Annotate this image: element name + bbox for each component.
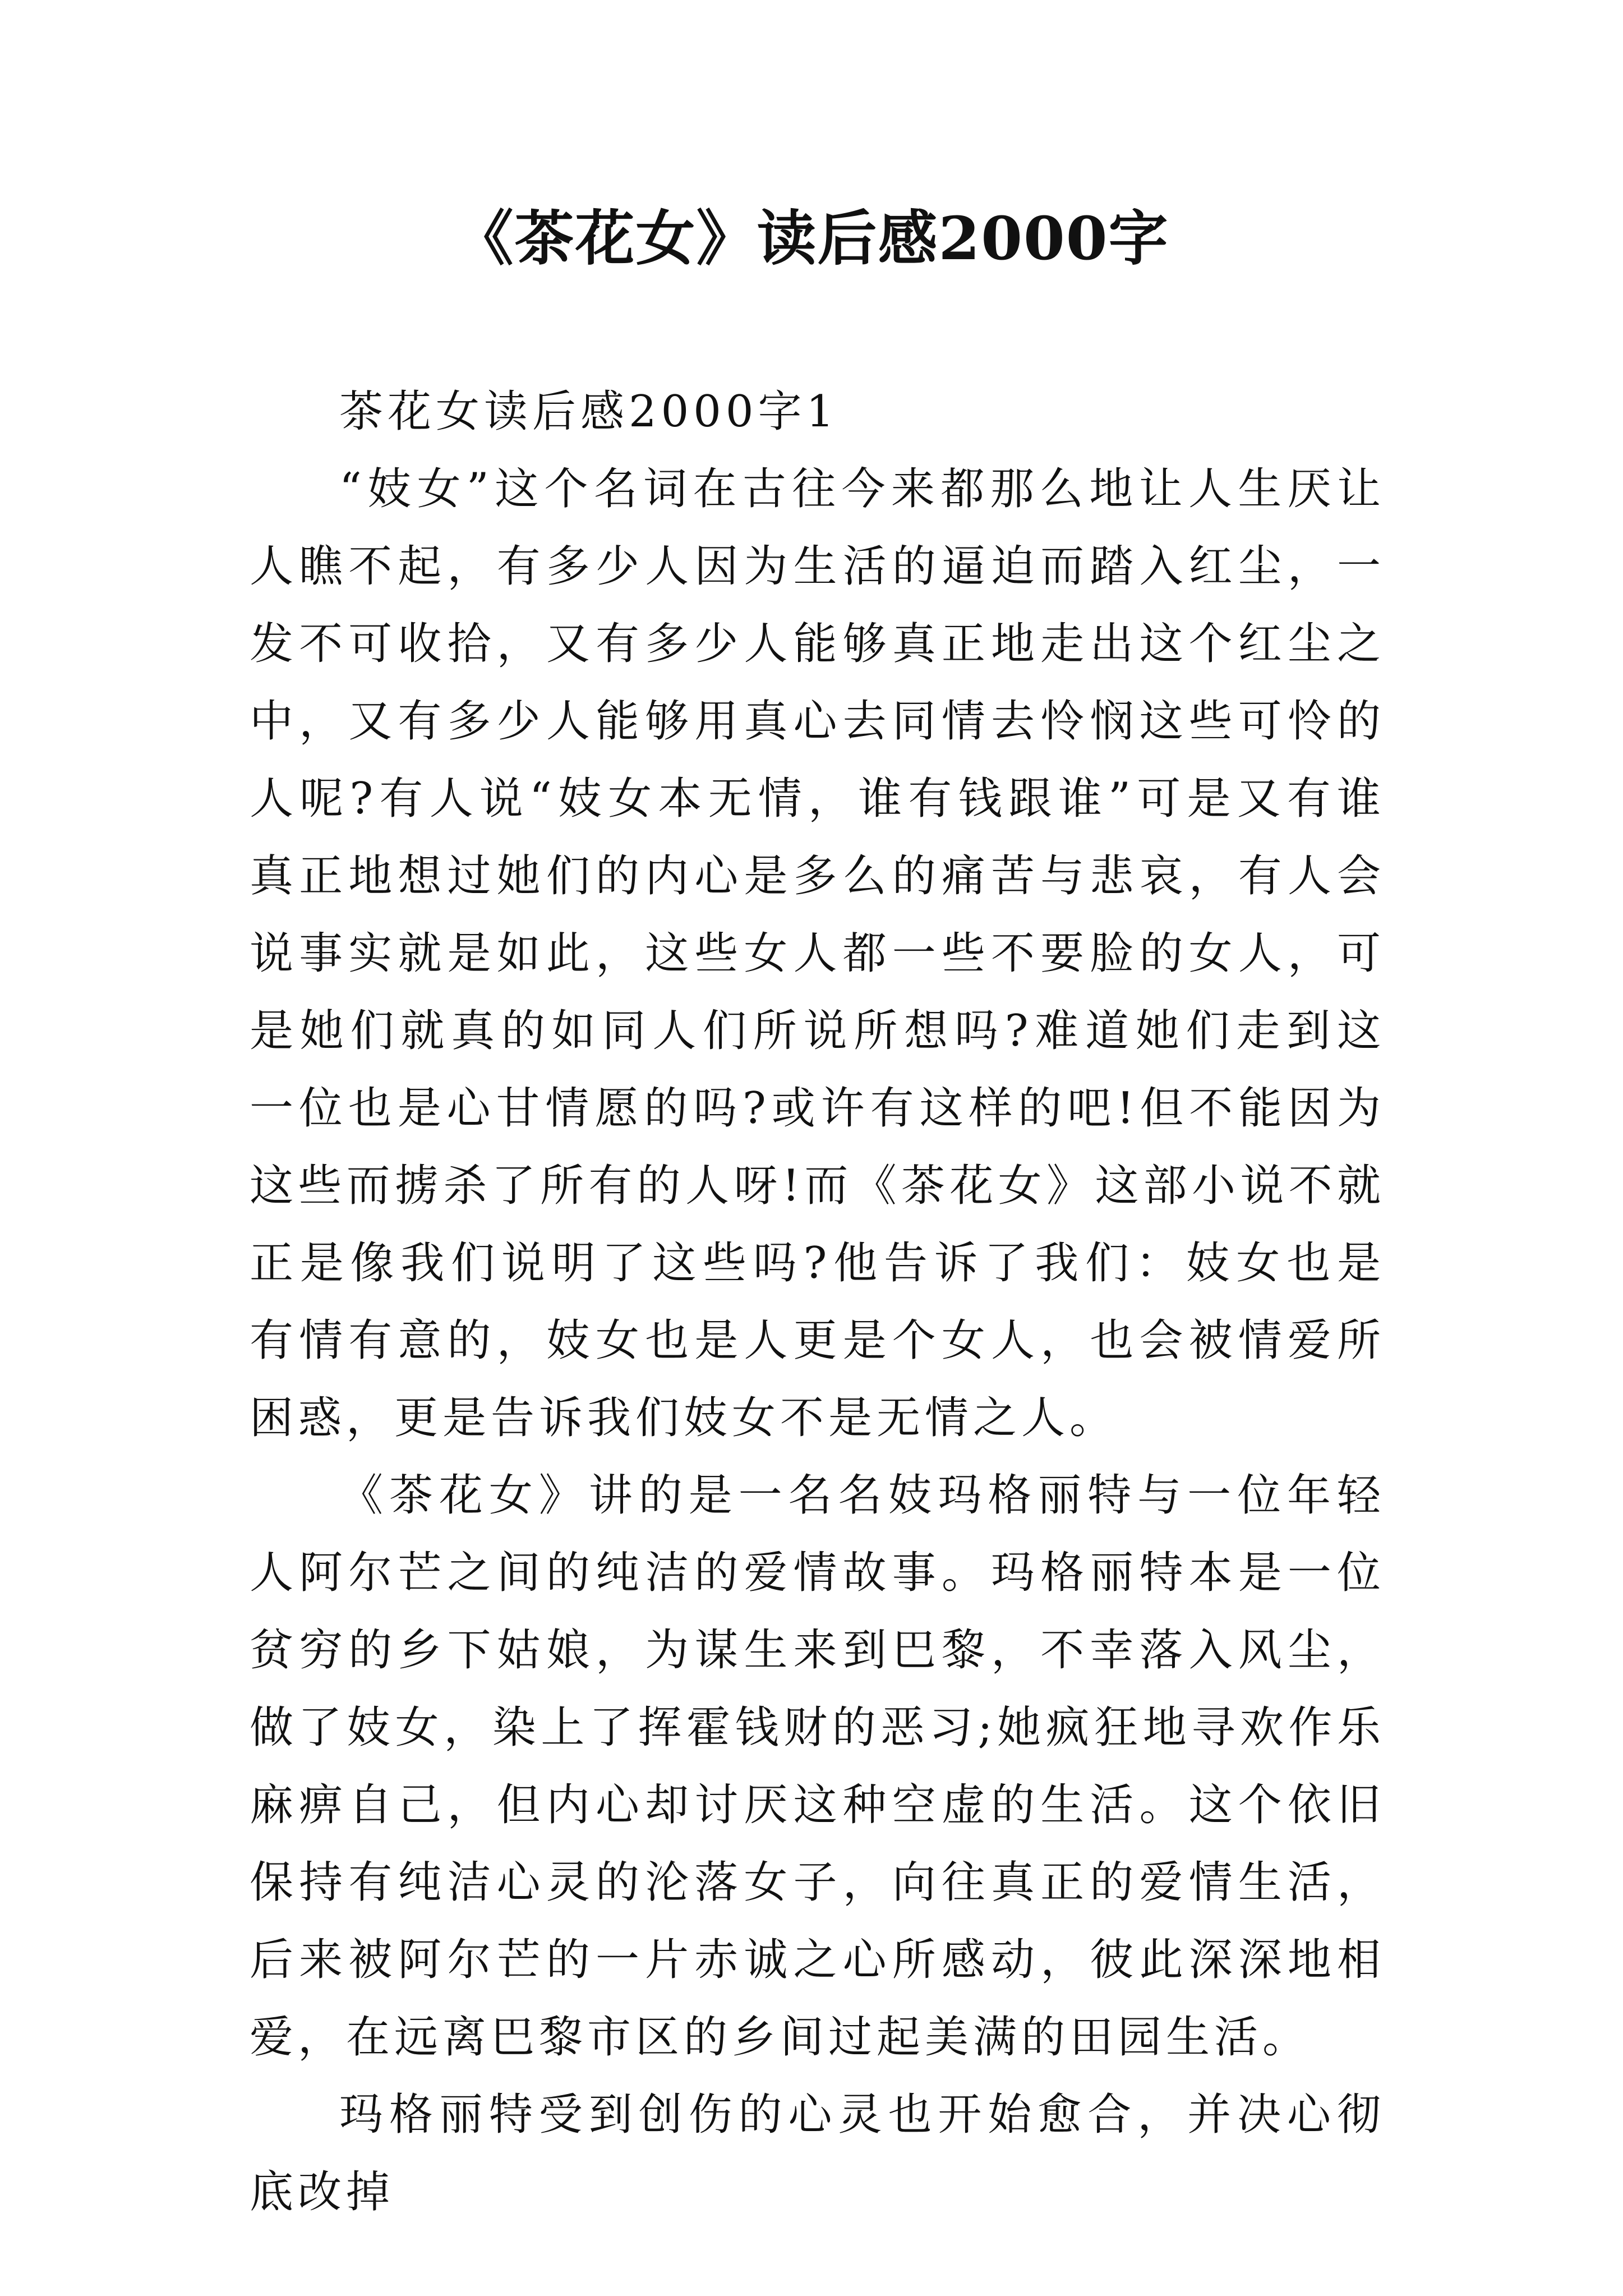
paragraph: 《茶花女》讲的是一名名妓玛格丽特与一位年轻人阿尔芒之间的纯洁的爱情故事。玛格丽特本是一位贫穷的乡下姑娘，为谋生来到巴黎，不幸落入风尘，做了妓女，染上了挥霍钱财的恶习;她疯狂地寻欢作乐麻痹自己，但内心却讨厌这种空虚的生活。这个依旧保持有纯洁心灵的沦落女子，向往真正的爱情生活，后来被阿尔芒的一片赤诚之心所感动，彼此深深地相爱，在远离巴黎市区的乡间过起美满的田园生活。 [250,1470,1385,2063]
section-heading: 茶花女读后感2000字1 [339,386,839,437]
document-title: 《茶花女》读后感2000字 [454,203,1169,273]
paragraph: “妓女”这个名词在古往今来都那么地让人生厌让人瞧不起，有多少人因为生活的逼迫而踏入红尘，一发不可收拾，又有多少人能够真正地走出这个红尘之中，又有多少人能够用真心去同情去怜悯这些可怜的人呢?有人说“妓女本无情，谁有钱跟谁”可是又有谁真正地想过她们的内心是多么的痛苦与悲哀，有人会说事实就是如此，这些女人都一些不要脸的女人，可是她们就真的如同人们所说所想吗?难道她们走到这一位也是心甘情愿的吗?或许有这样的吧!但不能因为这些而掳杀了所有的人呀!而《茶花女》这部小说不就正是像我们说明了这些吗?他告诉了我们：妓女也是有情有意的，妓女也是人更是个女人，也会被情爱所困惑，更是告诉我们妓女不是无情之人。 [250,464,1385,1443]
paragraph: 玛格丽特受到创伤的心灵也开始愈合，并决心彻底改掉 [250,2090,1385,2217]
document-body [250,373,1385,2231]
